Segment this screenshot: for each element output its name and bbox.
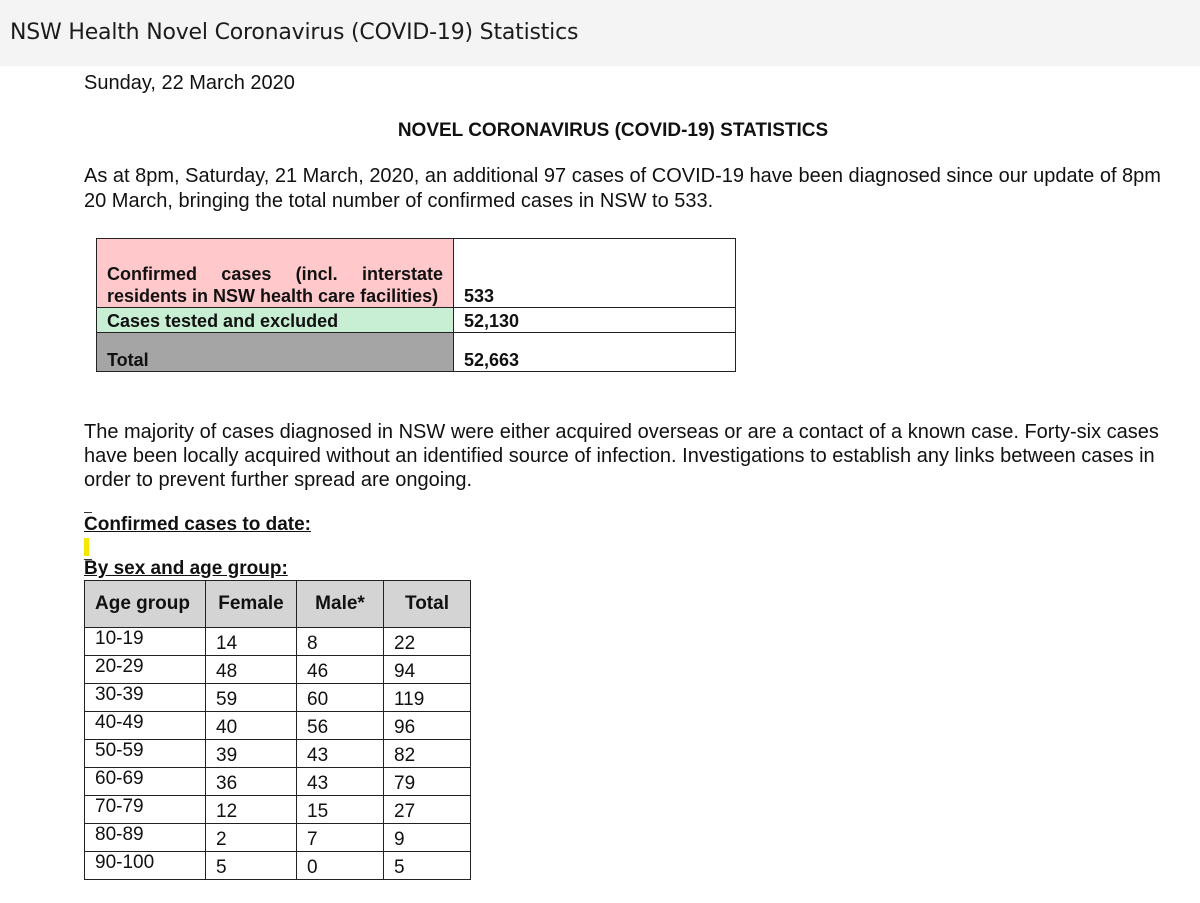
table-row [85, 768, 471, 796]
summary-row-confirmed [97, 239, 736, 308]
female-cell: 12 [206, 796, 297, 824]
total-cell: 9 [384, 824, 471, 852]
male-cell: 8 [297, 628, 384, 656]
age-cell: 50-59 [85, 740, 206, 768]
summary-row-total [97, 333, 736, 372]
tested-value: 52,130 [454, 308, 736, 333]
total-cell: 96 [384, 712, 471, 740]
age-cell: 10-19 [85, 628, 206, 656]
title-bar [0, 0, 1200, 66]
age-cell: 40-49 [85, 712, 206, 740]
confirmed-label: Confirmed cases (incl. interstate residents in NSW health care facilities) [97, 239, 454, 308]
total-value: 52,663 [454, 333, 736, 372]
female-cell: 48 [206, 656, 297, 684]
summary-table [96, 238, 736, 372]
female-cell: 39 [206, 740, 297, 768]
male-cell: 60 [297, 684, 384, 712]
table-header-row [85, 581, 471, 628]
table-row [85, 796, 471, 824]
table-row [85, 684, 471, 712]
total-cell: 22 [384, 628, 471, 656]
intro-paragraph: As at 8pm, Saturday, 21 March, 2020, an additional 97 cases of COVID-19 have been diagnosed since our update of 8pm 20 March, bringing the total number of confirmed cases in NSW to 533. [84, 165, 1161, 212]
total-cell: 82 [384, 740, 471, 768]
male-cell: 46 [297, 656, 384, 684]
text-cursor-highlight [84, 538, 89, 556]
header-male: Male* [297, 581, 384, 628]
male-cell: 43 [297, 768, 384, 796]
table-row [85, 628, 471, 656]
window-title: NSW Health Novel Coronavirus (COVID-19) Statistics [10, 20, 579, 45]
female-cell: 5 [206, 852, 297, 880]
tested-label: Cases tested and excluded [97, 308, 454, 333]
female-cell: 40 [206, 712, 297, 740]
male-cell: 43 [297, 740, 384, 768]
total-label: Total [97, 333, 454, 372]
female-cell: 59 [206, 684, 297, 712]
total-cell: 119 [384, 684, 471, 712]
male-cell: 7 [297, 824, 384, 852]
age-cell: 80-89 [85, 824, 206, 852]
female-cell: 14 [206, 628, 297, 656]
age-sex-table [84, 580, 471, 880]
total-cell: 27 [384, 796, 471, 824]
table-row [85, 712, 471, 740]
report-date: Sunday, 22 March 2020 [84, 72, 295, 94]
document-page [0, 66, 1200, 903]
total-cell: 5 [384, 852, 471, 880]
confirmed-cases-heading: Confirmed cases to date: [84, 514, 311, 535]
age-cell: 70-79 [85, 796, 206, 824]
summary-row-tested [97, 308, 736, 333]
age-cell: 60-69 [85, 768, 206, 796]
header-total: Total [384, 581, 471, 628]
header-age-group: Age group [85, 581, 206, 628]
document-heading: NOVEL CORONAVIRUS (COVID-19) STATISTICS [397, 120, 829, 141]
male-cell: 15 [297, 796, 384, 824]
confirmed-value: 533 [454, 239, 736, 308]
table-row [85, 656, 471, 684]
age-cell: 20-29 [85, 656, 206, 684]
table-row [85, 824, 471, 852]
age-cell: 90-100 [85, 852, 206, 880]
male-cell: 56 [297, 712, 384, 740]
total-cell: 79 [384, 768, 471, 796]
female-cell: 36 [206, 768, 297, 796]
table-row [85, 740, 471, 768]
table-row [85, 852, 471, 880]
total-cell: 94 [384, 656, 471, 684]
header-female: Female [206, 581, 297, 628]
context-paragraph: The majority of cases diagnosed in NSW were either acquired overseas or are a contact of a known case. Forty-six cases have been locally acquired without an identified source of infection. Investigations to establish any links between cases in order to prevent further spread are ongoing. [84, 421, 1159, 491]
age-cell: 30-39 [85, 684, 206, 712]
female-cell: 2 [206, 824, 297, 852]
divider-mark [84, 512, 92, 513]
male-cell: 0 [297, 852, 384, 880]
by-sex-age-heading: By sex and age group: [84, 558, 288, 579]
